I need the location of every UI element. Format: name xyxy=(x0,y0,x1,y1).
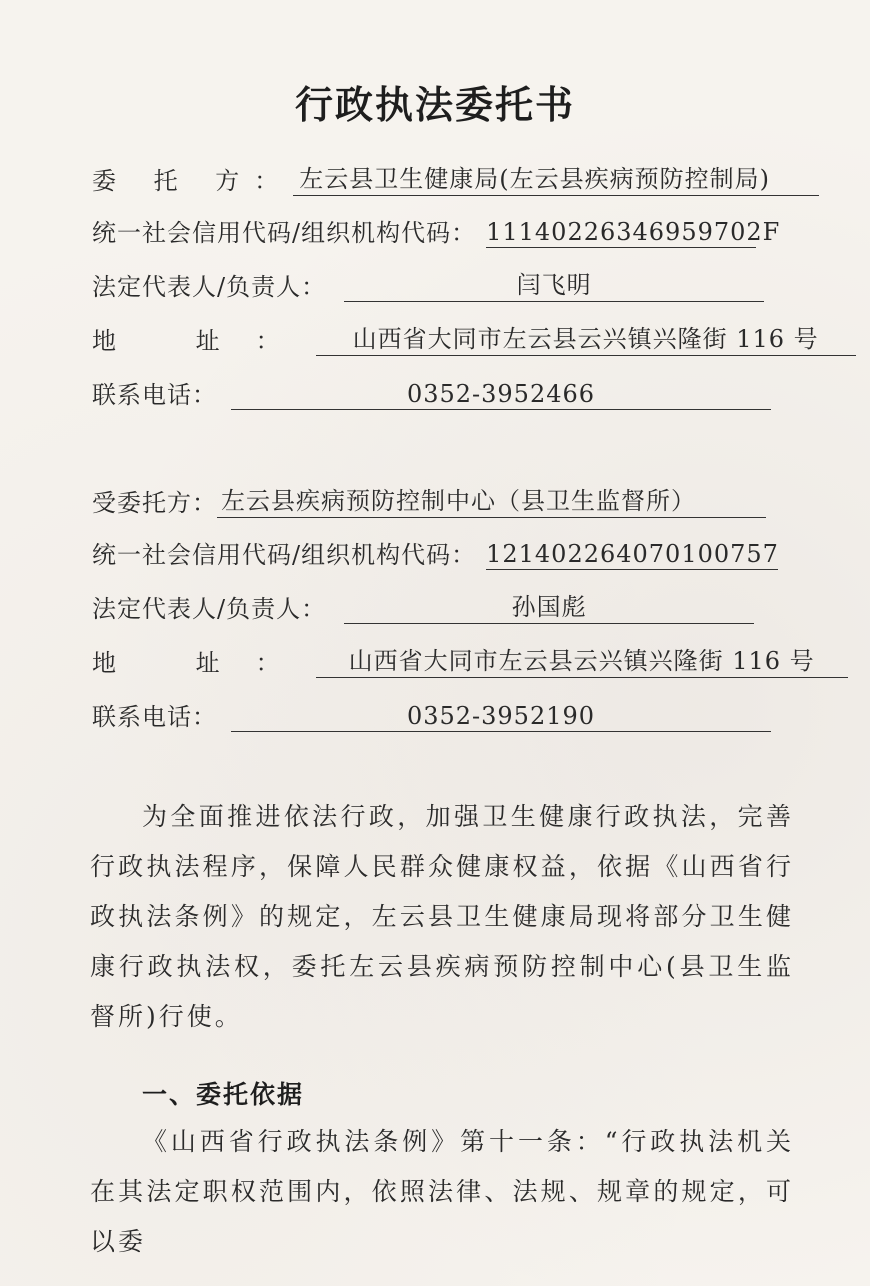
delegate-party-label: 受委托方： xyxy=(92,489,217,517)
delegator-phone-label: 联系电话： xyxy=(92,381,217,409)
delegate-code-label: 统一社会信用代码/组织机构代码： xyxy=(92,541,477,569)
delegate-phone-value: 0352-3952190 xyxy=(231,702,771,732)
delegator-party-value: 左云县卫生健康局(左云县疾病预防控制局) xyxy=(293,159,819,196)
delegator-party-label: 委 托 方： xyxy=(92,167,294,195)
delegator-phone-value: 0352-3952466 xyxy=(231,380,771,410)
delegate-address-row xyxy=(92,638,848,678)
document-title: 行政执法委托书 xyxy=(294,82,575,127)
delegate-address-label: 地 址： xyxy=(92,649,316,677)
body-paragraph: 为全面推进依法行政，加强卫生健康行政执法，完善行政执法程序，保障人民群众健康权益，依据《山西省行政执法条例》的规定，左云县卫生健康局现将部分卫生健康行政执法权，委托左云县疾病预防控制中心(县卫生监督所)行使。 xyxy=(90,802,794,1031)
delegator-code-label: 统一社会信用代码/组织机构代码： xyxy=(92,219,477,247)
delegator-address-value: 山西省大同市左云县云兴镇兴隆街 116 号 xyxy=(316,319,856,356)
delegator-party-row xyxy=(92,156,819,196)
delegate-rep-row xyxy=(92,584,754,624)
delegator-code-value: 11140226346959702F xyxy=(486,218,781,246)
delegate-phone-row xyxy=(92,692,771,732)
delegator-address-row xyxy=(92,316,856,356)
delegate-code-row xyxy=(92,530,778,570)
delegator-address-label: 地 址： xyxy=(92,327,316,355)
delegate-party-value: 左云县疾病预防控制中心（县卫生监督所） xyxy=(217,481,766,518)
delegate-phone-label: 联系电话： xyxy=(92,703,217,731)
delegator-rep-label: 法定代表人/负责人： xyxy=(92,273,327,301)
delegate-rep-value: 孙国彪 xyxy=(344,587,754,624)
section-heading: 一、委托依据 xyxy=(142,1080,305,1109)
delegator-rep-row xyxy=(92,262,764,302)
delegate-party-row xyxy=(92,478,766,518)
delegator-rep-value: 闫飞明 xyxy=(344,265,764,302)
delegate-rep-label: 法定代表人/负责人： xyxy=(92,595,327,623)
basis-paragraph: 《山西省行政执法条例》第十一条：“行政执法机关在其法定职权范围内，依照法律、法规、规章的规定，可以委 xyxy=(90,1127,794,1256)
delegate-code-value: 121402264070100757 xyxy=(486,540,779,568)
delegate-address-value: 山西省大同市左云县云兴镇兴隆街 116 号 xyxy=(316,641,848,678)
delegator-code-row xyxy=(92,208,781,248)
delegator-phone-row xyxy=(92,370,771,410)
